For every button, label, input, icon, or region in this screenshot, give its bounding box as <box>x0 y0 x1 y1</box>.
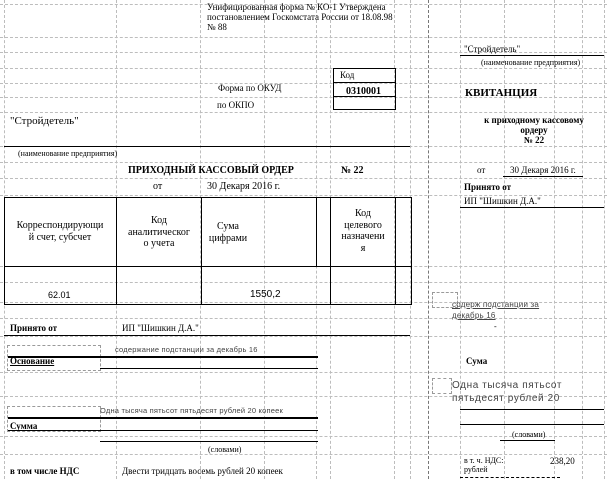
order-date: 30 Декаря 2016 г. <box>207 181 281 192</box>
header-purpose-code <box>331 208 395 254</box>
code-label: Код <box>340 70 355 80</box>
received-from: ИП "Шишкин Д.А." <box>122 323 199 333</box>
header-text: цифрами <box>208 232 248 244</box>
receipt-sum-label: Сума <box>466 356 488 366</box>
okud-label: Форма по ОКУД <box>218 83 282 93</box>
receipt-sum-words <box>452 379 562 405</box>
vat-value: Двести тридцать восемь рублей 20 копеек <box>122 466 283 476</box>
receipt-basis <box>452 299 539 321</box>
okud-code: 0310001 <box>346 86 381 97</box>
order-title: ПРИХОДНЫЙ КАССОВЫЙ ОРДЕР <box>128 165 294 176</box>
receipt-sum-words-line: Одна тысяча пятьсот <box>452 380 563 391</box>
receipt-basis-line: содерж подстанции за <box>452 300 540 309</box>
sum-words: Одна тысяча пятьсот пятьдесят рублей 20 копеек <box>100 406 283 415</box>
receipt-date: 30 Декаря 2016 г. <box>510 165 576 175</box>
header-text: Корреспондирующи <box>16 220 104 231</box>
header-text: аналитическог <box>128 226 190 238</box>
okpo-label: по ОКПО <box>217 100 255 110</box>
header-text: назначени <box>341 231 385 242</box>
receipt-organization: "Стройдетель" <box>464 44 521 54</box>
header-text: Сума <box>217 221 239 232</box>
header-text: о учета <box>143 238 175 249</box>
receipt-org-caption: (наименование предприятия) <box>481 58 581 67</box>
receipt-vat-line: рублей <box>464 465 488 474</box>
form-note-line: постановлением Госкомстата России от 18.08.98 <box>207 12 393 22</box>
org-caption: (наименование предприятия) <box>18 149 118 158</box>
receipt-subtitle-line: № 22 <box>523 135 545 145</box>
header-amount <box>203 221 253 244</box>
header-analytic-code <box>118 215 200 250</box>
receipt-received-label: Принято от <box>464 182 512 192</box>
receipt-subtitle-line: ордеру <box>520 125 548 135</box>
basis-value: содержание подстанции за декабрь 16 <box>115 345 258 354</box>
form-note <box>207 2 393 32</box>
organization-name: "Стройдетель" <box>10 115 79 127</box>
vat-label: в том числе НДС <box>10 466 80 476</box>
header-text: Код <box>151 215 167 226</box>
receipt-words-caption: (словами) <box>512 430 546 439</box>
words-caption: (словами) <box>208 445 242 454</box>
header-text: я <box>360 242 366 254</box>
receipt-basis-line: декабрь 16 <box>452 311 496 320</box>
form-note-line: Унифицированная форма № КО-1 Утверждена <box>207 2 386 12</box>
receipt-subtitle-line: к приходному кассовому <box>484 115 584 125</box>
order-number: № 22 <box>341 165 364 176</box>
header-text: целевого <box>344 219 382 231</box>
sum-label: Сумма <box>10 421 38 431</box>
receipt-vat-label <box>464 456 504 474</box>
cell-amount: 1550,2 <box>250 289 281 300</box>
header-text: й счет, субсчет <box>28 231 92 243</box>
receipt-basis-dash: - <box>494 322 497 331</box>
receipt-vat-line: в т. ч. НДС: <box>464 456 504 465</box>
order-date-prefix: от <box>153 181 163 192</box>
receipt-title: КВИТАНЦИЯ <box>465 87 538 99</box>
receipt-received-from: ИП "Шишкин Д.А." <box>464 196 541 206</box>
receipt-date-prefix: от <box>477 165 486 175</box>
form-note-line: № 88 <box>207 22 227 32</box>
header-text: Код <box>355 208 371 219</box>
cell-account: 62.01 <box>48 290 71 300</box>
received-label: Принято от <box>10 323 58 333</box>
header-account <box>6 220 114 243</box>
receipt-subtitle <box>464 115 604 145</box>
basis-label: Основание <box>10 356 55 366</box>
receipt-vat-amount: 238,20 <box>550 456 575 466</box>
receipt-sum-words-line: пятьдесят рублей 20 <box>452 393 560 404</box>
